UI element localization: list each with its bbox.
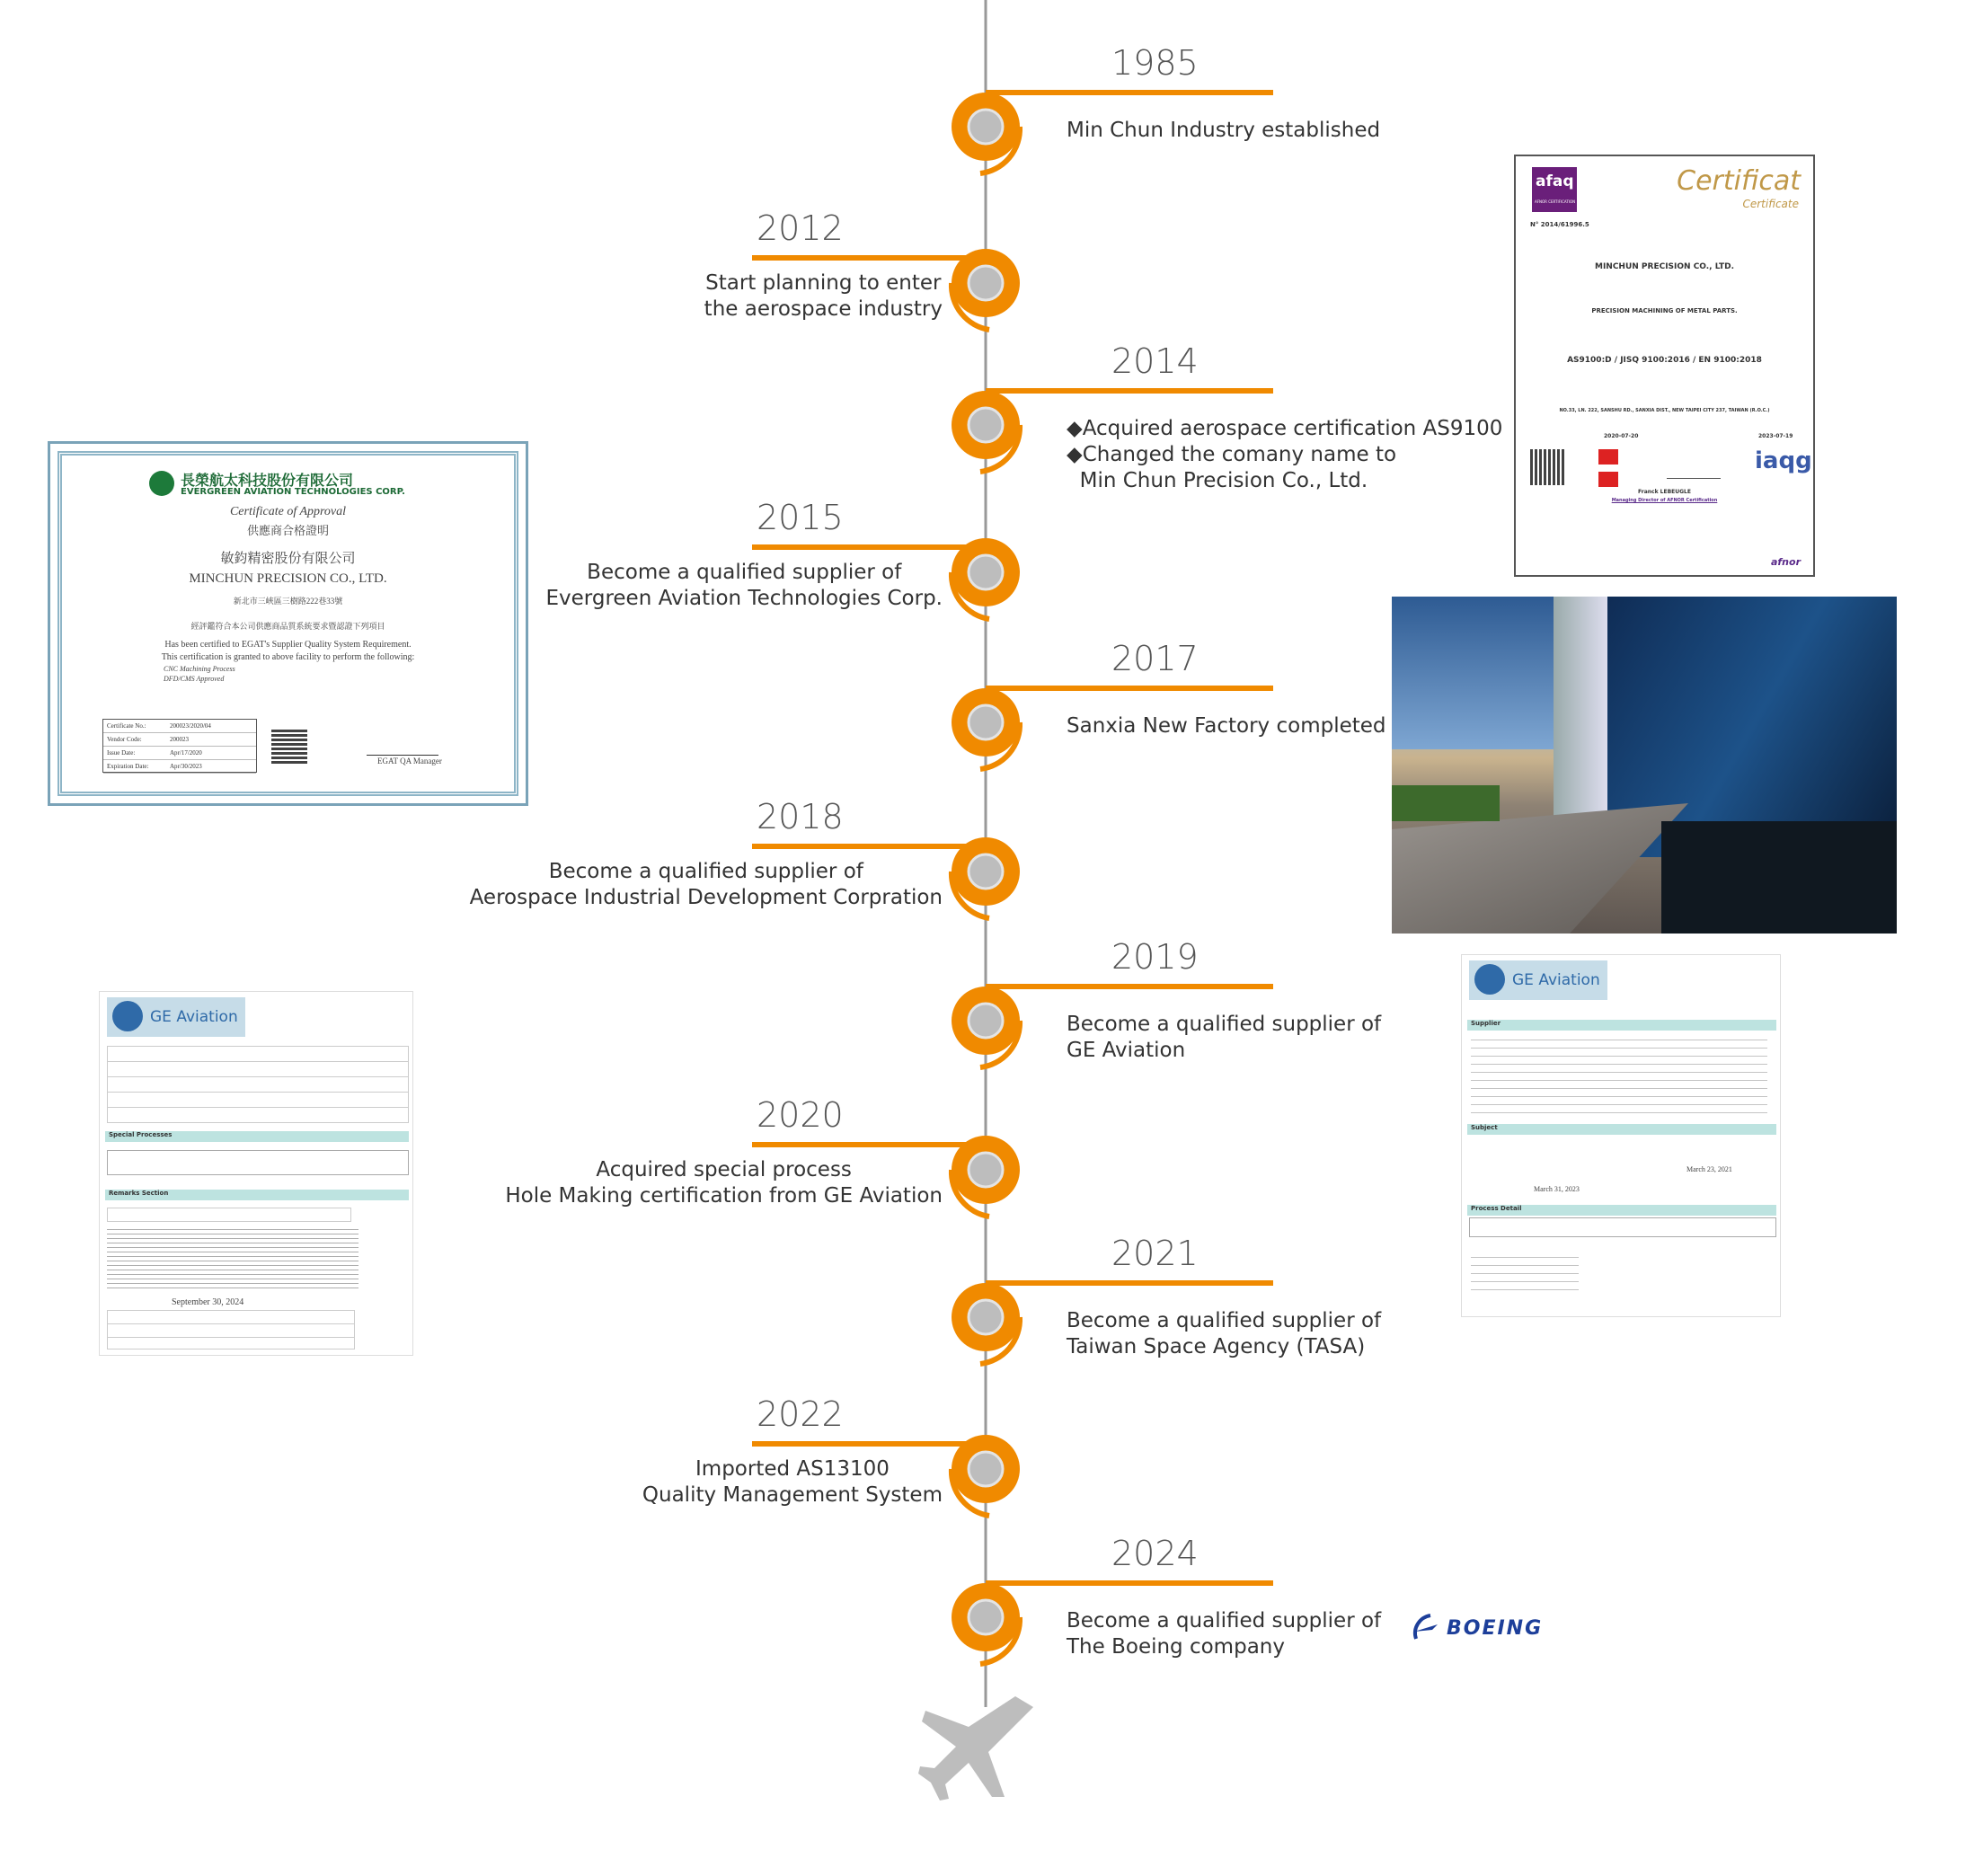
egat-line2: This certification is granted to above facility to perform the following: xyxy=(161,652,415,662)
ge-left-body-text xyxy=(107,1229,359,1288)
ge-left-remarks xyxy=(107,1208,351,1222)
afaq-title: Certificat xyxy=(1677,165,1801,197)
timeline-year: 2019 xyxy=(1111,937,1199,977)
afaq-certificate xyxy=(1514,155,1815,577)
timeline-year: 2017 xyxy=(1111,639,1199,678)
timeline-description-line: Become a qualified supplier of xyxy=(1067,1309,1382,1332)
timeline-description xyxy=(1067,1308,1381,1360)
egat-title: Certificate of Approval xyxy=(229,505,347,518)
ge-right-section2: Subject xyxy=(1467,1124,1776,1135)
afaq-activity: PRECISION MACHINING OF METAL PARTS. xyxy=(1591,307,1738,314)
afaq-logo: afaq AFNOR CERTIFICATION xyxy=(1532,167,1577,212)
factory-photo xyxy=(1392,597,1897,934)
egat-name-cn: 長榮航太科技股份有限公司 xyxy=(181,472,354,489)
boeing-wordmark: BOEING xyxy=(1447,1617,1544,1640)
factory-water xyxy=(1661,821,1897,934)
timeline-node-center xyxy=(969,555,1003,589)
timeline-node-center xyxy=(969,1600,1003,1634)
timeline-description xyxy=(1067,416,1502,494)
egat-field-row xyxy=(103,747,256,760)
afaq-number: N° 2014/61996.5 xyxy=(1530,221,1589,228)
egat-certificate xyxy=(48,441,528,806)
timeline-year: 2014 xyxy=(1111,341,1199,381)
ge-left-sign-table xyxy=(107,1310,355,1349)
timeline-node-center xyxy=(969,1004,1003,1038)
egat-address-cn: 新北市三峽區三樹路222巷33號 xyxy=(233,597,343,606)
timeline-description-line: Min Chun Industry established xyxy=(1067,119,1381,142)
timeline-node-center xyxy=(969,705,1003,739)
egat-field-value: 200023 xyxy=(170,736,189,743)
timeline-node-center xyxy=(969,1452,1003,1486)
boeing-logo xyxy=(1411,1610,1572,1646)
egat-field-key: Vendor Code: xyxy=(107,736,142,743)
timeline-description-line: Become a qualified supplier of xyxy=(548,860,863,883)
timeline-description-line: ◆Changed the comany name to xyxy=(1067,443,1397,466)
timeline-description-line: Acquired special process xyxy=(596,1158,852,1181)
ge-certificate-left xyxy=(99,991,413,1356)
timeline-description-line: Become a qualified supplier of xyxy=(1067,1013,1382,1036)
egat-field-key: Issue Date: xyxy=(107,749,136,757)
egat-field-key: Certificate No.: xyxy=(107,722,146,730)
timeline-description-line: the aerospace industry xyxy=(704,297,943,321)
timeline-year: 2021 xyxy=(1111,1234,1199,1273)
timeline-description-line: Sanxia New Factory completed xyxy=(1067,714,1386,738)
egat-logo-icon xyxy=(149,471,174,496)
ge-right-process-table xyxy=(1469,1217,1776,1237)
afaq-badge-icon xyxy=(1598,449,1618,487)
ge-left-section1: Special Processes xyxy=(105,1131,409,1142)
egat-field-value: Apr/30/2023 xyxy=(170,763,202,770)
ge-right-section1: Supplier xyxy=(1467,1020,1776,1031)
egat-field-row xyxy=(103,720,256,733)
afnor-logo: afnor xyxy=(1770,556,1801,568)
timeline-description xyxy=(1067,118,1380,144)
timeline-description-line: ◆Acquired aerospace certification AS9100 xyxy=(1067,417,1503,440)
qr-code-icon xyxy=(1530,449,1566,485)
timeline-description-line: Start planning to enter xyxy=(705,271,942,295)
ge-logo-badge xyxy=(107,997,245,1037)
ge-brand: GE Aviation xyxy=(1512,971,1600,989)
egat-field-row xyxy=(103,760,256,774)
timeline-year: 1985 xyxy=(1111,43,1199,83)
timeline-description xyxy=(470,859,943,911)
timeline-description xyxy=(1067,1608,1381,1660)
ge-logo-icon xyxy=(1474,964,1505,995)
ge-logo-icon xyxy=(112,1001,143,1031)
timeline-description xyxy=(1067,1012,1381,1064)
timeline-year: 2022 xyxy=(757,1394,844,1434)
afaq-standard: AS9100:D / JISQ 9100:2016 / EN 9100:2018 xyxy=(1567,356,1762,365)
qr-code-icon xyxy=(271,728,307,764)
egat-item1: CNC Machining Process xyxy=(164,665,235,673)
boeing-symbol-icon xyxy=(1411,1612,1443,1644)
timeline-description-line: Quality Management System xyxy=(642,1483,943,1507)
timeline-node-center xyxy=(969,408,1003,442)
ge-left-table xyxy=(107,1046,409,1123)
egat-field-key: Expiration Date: xyxy=(107,763,149,770)
afaq-signer: Franck LEBEUGLE xyxy=(1638,489,1691,495)
ge-logo-badge xyxy=(1469,960,1607,1000)
timeline-description-line: Min Chun Precision Co., Ltd. xyxy=(1067,469,1368,492)
egat-field-value: Apr/17/2020 xyxy=(170,749,202,757)
timeline-node-center xyxy=(969,1153,1003,1187)
egat-company-en: MINCHUN PRECISION CO., LTD. xyxy=(189,571,387,586)
factory-walkway xyxy=(1392,803,1688,934)
timeline-description xyxy=(642,1456,943,1509)
timeline-description xyxy=(704,270,943,323)
signature-icon xyxy=(1667,455,1721,479)
ge-certificate-right xyxy=(1461,954,1781,1317)
timeline-description-line: GE Aviation xyxy=(1067,1039,1186,1062)
ge-left-section2: Remarks Section xyxy=(105,1190,409,1200)
iaqg-logo: iaqg xyxy=(1755,447,1812,474)
egat-fields xyxy=(102,719,257,773)
timeline-year: 2024 xyxy=(1111,1534,1199,1573)
ge-brand: GE Aviation xyxy=(150,1008,238,1026)
timeline-description-line: Become a qualified supplier of xyxy=(587,561,902,584)
egat-fields-list xyxy=(103,720,256,774)
timeline-description-line: Taiwan Space Agency (TASA) xyxy=(1067,1335,1366,1358)
timeline-node-center xyxy=(969,110,1003,144)
egat-company-cn: 敏鈞精密股份有限公司 xyxy=(220,552,356,566)
afaq-signer-title: Managing Director of AFNOR Certification xyxy=(1611,498,1718,503)
ge-left-date: September 30, 2024 xyxy=(172,1297,244,1307)
ge-right-supplier-text xyxy=(1471,1040,1767,1115)
timeline-year: 2020 xyxy=(757,1095,844,1135)
egat-sign-label: EGAT QA Manager xyxy=(377,757,442,765)
timeline-node-center xyxy=(969,1300,1003,1334)
factory-pillar xyxy=(1554,597,1607,830)
timeline-description-line: Evergreen Aviation Technologies Corp. xyxy=(545,587,943,610)
egat-name-en: EVERGREEN AVIATION TECHNOLOGIES CORP. xyxy=(181,487,405,497)
timeline-description xyxy=(1067,713,1386,739)
afaq-company: MINCHUN PRECISION CO., LTD. xyxy=(1594,262,1735,271)
timeline-description-line: Aerospace Industrial Development Corpration xyxy=(469,886,943,909)
timeline-description-line: Hole Making certification from GE Aviation xyxy=(505,1184,943,1208)
egat-line1: Has been certified to EGAT's Supplier Quality System Requirement. xyxy=(164,640,412,650)
egat-title-cn: 供應商合格證明 xyxy=(246,524,329,537)
afaq-date-to: 2023-07-19 xyxy=(1758,433,1793,439)
timeline-description xyxy=(505,1157,943,1209)
timeline-description-line: Imported AS13100 xyxy=(695,1457,890,1481)
ge-right-date2: March 31, 2023 xyxy=(1534,1185,1580,1193)
signature-icon xyxy=(367,728,438,756)
timeline-node-center xyxy=(969,854,1003,889)
factory-hedge xyxy=(1392,785,1500,821)
timeline-node-center xyxy=(969,266,1003,300)
timeline-year: 2018 xyxy=(757,797,844,836)
egat-field-value: 200023/2020/04 xyxy=(170,722,211,730)
ge-left-table2 xyxy=(107,1150,409,1175)
ge-right-date1: March 23, 2021 xyxy=(1686,1165,1732,1173)
egat-line-cn: 經評鑑符合本公司供應商品質系統要求暨認證下列項目 xyxy=(190,622,385,631)
airplane-icon xyxy=(918,1696,1033,1801)
timeline-description-line: The Boeing company xyxy=(1067,1635,1285,1659)
afaq-date-from: 2020-07-20 xyxy=(1604,433,1639,439)
timeline-description xyxy=(546,560,943,612)
timeline-year: 2012 xyxy=(757,208,844,248)
egat-item2: DFD/CMS Approved xyxy=(164,675,225,683)
egat-field-row xyxy=(103,733,256,747)
ge-right-section3: Process Detail xyxy=(1467,1205,1776,1216)
timeline-year: 2015 xyxy=(757,498,844,537)
timeline-description-line: Become a qualified supplier of xyxy=(1067,1609,1382,1633)
afaq-subtitle: Certificate xyxy=(1742,198,1799,210)
afaq-address: NO.33, LN. 222, SANSHU RD., SANXIA DIST., NEW TAIPEI CITY 237, TAIWAN (R.O.C.) xyxy=(1559,408,1770,413)
ge-right-footer-text xyxy=(1471,1257,1579,1296)
